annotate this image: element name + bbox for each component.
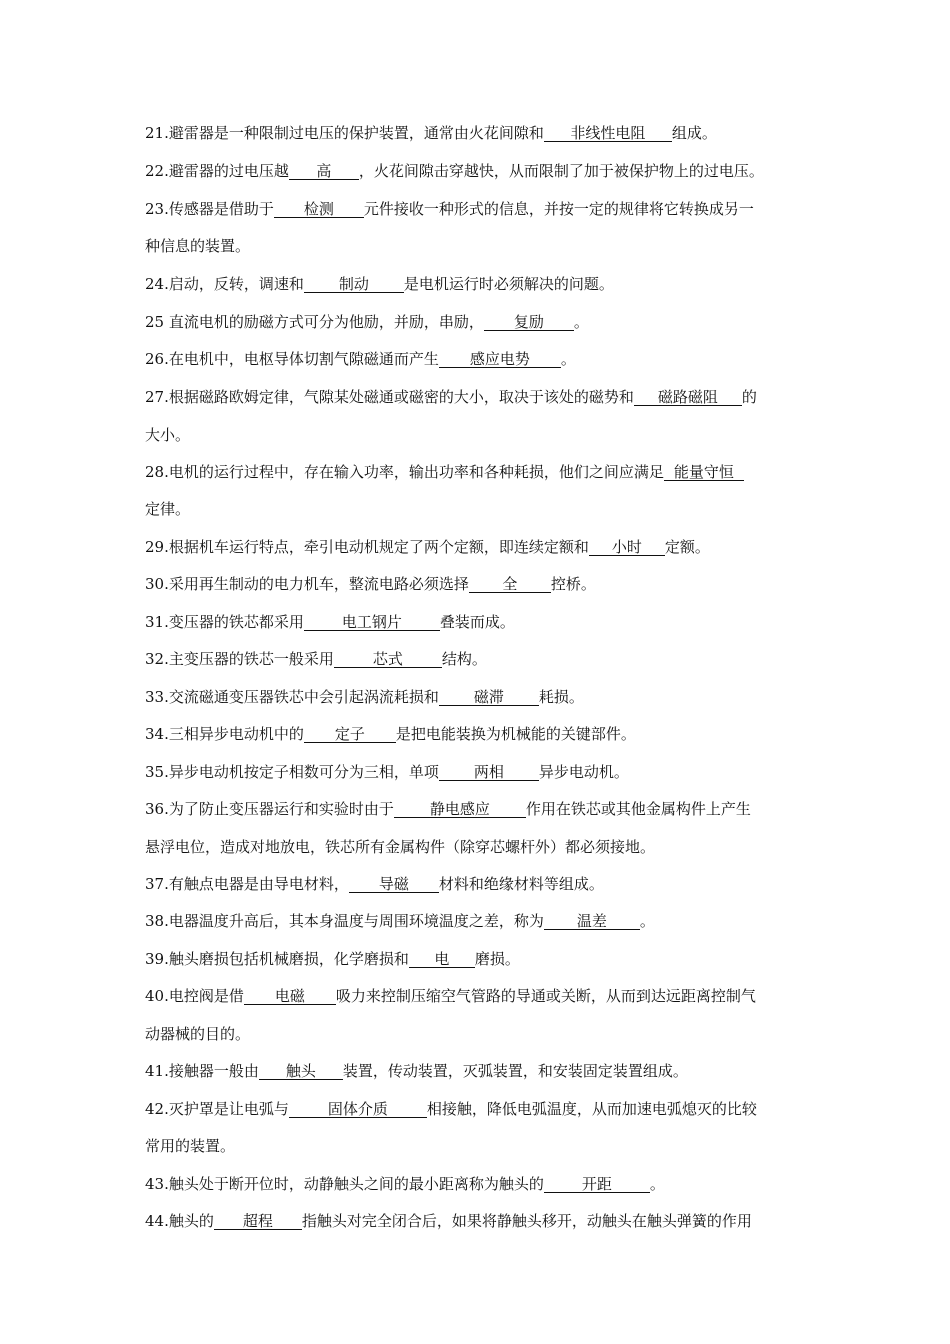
answer-blank: 检测 bbox=[274, 202, 364, 218]
question-28-continued: 定律。 bbox=[145, 501, 191, 518]
answer-blank: 两相 bbox=[439, 765, 539, 781]
answer-blank: 温差 bbox=[544, 914, 640, 930]
question-42: 42.灭护罩是让电弧与 固体介质 相接触，降低电弧温度，从而加速电弧熄灭的比较 bbox=[145, 1101, 757, 1118]
question-27-continued: 大小。 bbox=[145, 427, 191, 444]
question-25: 25 直流电机的励磁方式可分为他励，并励，串励， 复励 。 bbox=[145, 314, 589, 331]
answer-blank: 感应电势 bbox=[439, 352, 561, 368]
question-21: 21.避雷器是一种限制过电压的保护装置，通常由火花间隙和 非线性电阻 组成。 bbox=[145, 125, 717, 142]
answer-blank: 非线性电阻 bbox=[544, 126, 672, 142]
question-23: 23.传感器是借助于 检测 元件接收一种形式的信息，并按一定的规律将它转换成另一 bbox=[145, 201, 754, 218]
question-24: 24.启动，反转，调速和 制动 是电机运行时必须解决的问题。 bbox=[145, 276, 614, 293]
answer-blank: 芯式 bbox=[334, 652, 442, 668]
question-42-continued: 常用的装置。 bbox=[145, 1138, 236, 1155]
answer-blank: 固体介质 bbox=[289, 1102, 427, 1118]
question-33: 33.交流磁通变压器铁芯中会引起涡流耗损和 磁滞 耗损。 bbox=[145, 689, 584, 706]
question-28: 28.电机的运行过程中，存在输入功率，输出功率和各种耗损，他们之间应满足 能量守恒 bbox=[145, 464, 815, 481]
question-35: 35.异步电动机按定子相数可分为三相，单项 两相 异步电动机。 bbox=[145, 764, 629, 781]
question-37: 37.有触点电器是由导电材料， 导磁 材料和绝缘材料等组成。 bbox=[145, 876, 604, 893]
answer-blank: 电磁 bbox=[244, 989, 336, 1005]
question-30: 30.采用再生制动的电力机车，整流电路必须选择 全 控桥。 bbox=[145, 576, 596, 593]
question-34: 34.三相异步电动机中的 定子 是把电能装换为机械能的关键部件。 bbox=[145, 726, 636, 743]
answer-blank: 磁路磁阻 bbox=[634, 390, 742, 406]
question-23-continued: 种信息的装置。 bbox=[145, 238, 251, 255]
question-36-continued: 悬浮电位，造成对地放电，铁芯所有金属构件（除穿芯螺杆外）都必须接地。 bbox=[145, 839, 656, 856]
answer-blank: 能量守恒 bbox=[664, 465, 744, 481]
question-44: 44.触头的 超程 指触头对完全闭合后，如果将静触头移开，动触头在触头弹簧的作用 bbox=[145, 1213, 752, 1230]
answer-blank: 触头 bbox=[259, 1064, 343, 1080]
question-29: 29.根据机车运行特点，牵引电动机规定了两个定额，即连续定额和 小时 定额。 bbox=[145, 539, 710, 556]
question-39: 39.触头磨损包括机械磨损，化学磨损和 电 磨损。 bbox=[145, 951, 520, 968]
answer-blank: 开距 bbox=[544, 1177, 650, 1193]
answer-blank: 高 bbox=[289, 164, 359, 180]
answer-blank: 电工钢片 bbox=[304, 615, 440, 631]
question-22: 22.避雷器的过电压越 高 ，火花间隙击穿越快，从而限制了加于被保护物上的过电压。 bbox=[145, 163, 764, 180]
answer-blank: 复励 bbox=[484, 315, 574, 331]
answer-blank: 静电感应 bbox=[394, 802, 526, 818]
question-43: 43.触头处于断开位时，动静触头之间的最小距离称为触头的 开距 。 bbox=[145, 1176, 665, 1193]
answer-blank: 定子 bbox=[304, 727, 396, 743]
answer-blank: 电 bbox=[409, 952, 475, 968]
question-26: 26.在电机中，电枢导体切割气隙磁通而产生 感应电势 。 bbox=[145, 351, 576, 368]
question-41: 41.接触器一般由 触头 装置，传动装置，灭弧装置，和安装固定装置组成。 bbox=[145, 1063, 688, 1080]
answer-blank: 全 bbox=[469, 577, 551, 593]
question-36: 36.为了防止变压器运行和实验时由于 静电感应 作用在铁芯或其他金属构件上产生 bbox=[145, 801, 751, 818]
question-31: 31.变压器的铁芯都采用 电工钢片 叠装而成。 bbox=[145, 614, 515, 631]
answer-blank: 超程 bbox=[214, 1214, 302, 1230]
answer-blank: 制动 bbox=[304, 277, 404, 293]
answer-blank: 导磁 bbox=[349, 877, 439, 893]
question-32: 32.主变压器的铁芯一般采用 芯式 结构。 bbox=[145, 651, 487, 668]
question-38: 38.电器温度升高后，其本身温度与周围环境温度之差，称为 温差 。 bbox=[145, 913, 655, 930]
answer-blank: 小时 bbox=[589, 540, 665, 556]
answer-blank: 磁滞 bbox=[439, 690, 539, 706]
question-27: 27.根据磁路欧姆定律，气隙某处磁通或磁密的大小，取决于该处的磁势和 磁路磁阻 的 bbox=[145, 389, 757, 406]
question-40: 40.电控阀是借 电磁 吸力来控制压缩空气管路的导通或关断，从而到达远距离控制气 bbox=[145, 988, 756, 1005]
question-40-continued: 动器械的目的。 bbox=[145, 1026, 251, 1043]
